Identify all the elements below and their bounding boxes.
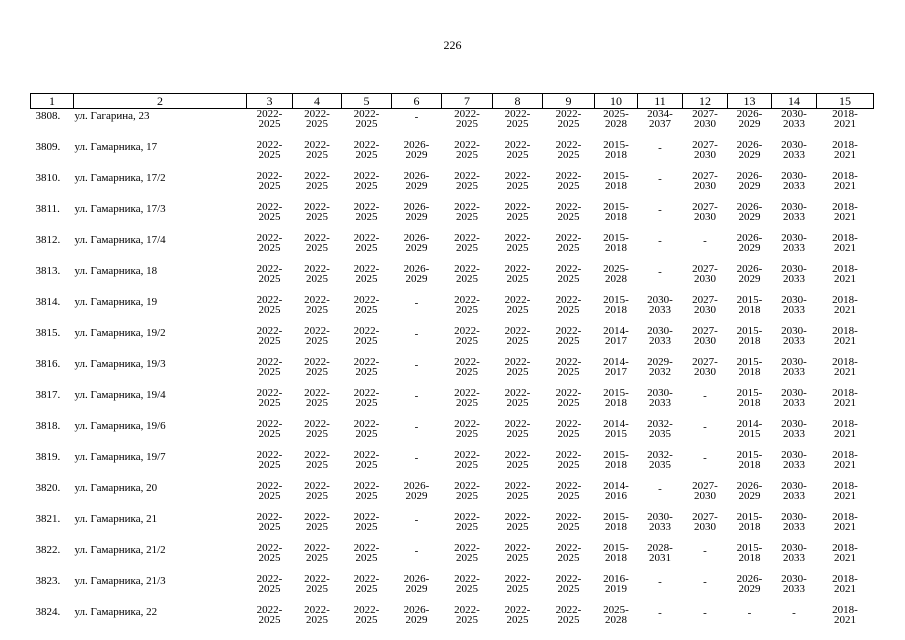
period-cell: 2022- 2025 [454,170,480,192]
table-row [31,171,874,202]
period-cell: 2022- 2025 [304,139,330,161]
period-cell: 2022- 2025 [256,573,283,595]
period-cell: 2015- 2018 [736,325,763,347]
period-cell: 2014- 2015 [736,418,763,440]
period-cell: 2022- 2025 [304,232,330,254]
empty-period-cell: - [703,576,707,588]
period-cell: 2015- 2018 [736,356,763,378]
empty-period-cell: - [414,111,419,123]
period-cell: 2026- 2029 [403,604,430,626]
period-cell: 2022- 2025 [353,356,380,378]
period-cell: 2026- 2029 [736,170,763,192]
period-cell: 2022- 2025 [256,511,283,533]
empty-period-cell: - [747,607,752,619]
period-cell: 2018- 2021 [832,356,858,378]
period-cell: 2022- 2025 [454,542,480,564]
period-cell: 2022- 2025 [353,139,380,161]
period-cell: 2018- 2021 [832,325,858,347]
address-cell: ул. Гамарника, 17/3 [74,203,166,215]
table-row [31,109,874,141]
empty-period-cell: - [658,576,662,588]
period-cell: 2022- 2025 [504,325,531,347]
period-cell: 2022- 2025 [353,573,380,595]
period-cell: 2015- 2018 [603,232,629,254]
period-cell: 2022- 2025 [555,418,582,440]
period-cell: 2030- 2033 [781,480,807,502]
empty-period-cell: - [703,421,707,433]
row-number: 3811. [35,203,60,215]
period-cell: 2030- 2033 [647,325,673,347]
period-cell: 2022- 2025 [504,294,531,316]
period-cell: 2022- 2025 [504,542,531,564]
period-cell: 2022- 2025 [353,201,380,223]
table-row [31,481,874,512]
period-cell: 2022- 2025 [555,170,582,192]
period-cell: 2022- 2025 [256,201,283,223]
period-cell: 2022- 2025 [454,449,480,471]
empty-period-cell: - [414,452,419,464]
period-cell: 2027- 2030 [692,480,718,502]
row-number: 3815. [35,327,61,339]
row-number: 3812. [35,234,61,246]
period-cell: 2022- 2025 [454,511,480,533]
address-cell: ул. Гамарника, 19/3 [74,358,166,370]
address-cell: ул. Гамарника, 20 [74,482,158,494]
empty-period-cell: - [414,328,419,340]
empty-period-cell: - [658,266,662,278]
empty-period-cell: - [414,297,419,309]
column-header-3: 3 [247,94,293,109]
address-cell: ул. Гамарника, 19/6 [74,420,166,432]
period-cell: 2022- 2025 [256,418,283,440]
period-cell: 2022- 2025 [454,480,480,502]
empty-period-cell: - [703,390,707,402]
period-cell: 2022- 2025 [504,418,531,440]
period-cell: 2022- 2025 [304,170,330,192]
period-cell: 2015- 2018 [603,201,629,223]
period-cell: 2022- 2025 [504,573,531,595]
empty-period-cell: - [703,452,707,464]
period-cell: 2022- 2025 [256,108,283,130]
period-cell: 2027- 2030 [692,170,718,192]
period-cell: 2030- 2033 [781,263,807,285]
period-cell: 2022- 2025 [504,263,531,285]
period-cell: 2022- 2025 [304,294,330,316]
empty-period-cell: - [414,514,419,526]
period-cell: 2026- 2029 [403,139,430,161]
column-header-4: 4 [293,94,342,109]
period-cell: 2022- 2025 [454,573,480,595]
period-cell: 2018- 2021 [832,294,858,316]
address-cell: ул. Гамарника, 17 [74,141,158,153]
period-cell: 2026- 2029 [736,108,763,130]
period-cell: 2022- 2025 [353,387,380,409]
period-cell: 2030- 2033 [781,418,807,440]
period-cell: 2022- 2025 [555,201,582,223]
period-cell: 2022- 2025 [555,542,582,564]
row-number: 3823. [35,575,61,587]
period-cell: 2022- 2025 [256,449,283,471]
period-cell: 2022- 2025 [555,604,582,626]
period-cell: 2022- 2025 [555,356,582,378]
address-cell: ул. Гамарника, 19 [74,296,158,308]
table-row [31,543,874,574]
period-cell: 2022- 2025 [353,449,380,471]
period-cell: 2015- 2018 [736,387,763,409]
period-cell: 2030- 2033 [781,449,807,471]
row-number: 3822. [35,544,61,556]
address-cell: ул. Гамарника, 19/7 [74,451,166,463]
period-cell: 2030- 2033 [781,201,807,223]
period-cell: 2022- 2025 [504,232,531,254]
table-row [31,202,874,233]
period-cell: 2030- 2033 [647,387,673,409]
period-cell: 2022- 2025 [454,294,480,316]
period-cell: 2015- 2018 [736,294,763,316]
period-cell: 2022- 2025 [454,201,480,223]
row-number: 3810. [35,172,61,184]
period-cell: 2032- 2035 [647,449,673,471]
period-cell: 2018- 2021 [832,170,858,192]
period-cell: 2026- 2029 [403,263,430,285]
period-cell: 2028- 2031 [647,542,673,564]
period-cell: 2022- 2025 [256,294,283,316]
period-cell: 2030- 2033 [781,542,807,564]
row-number: 3818. [35,420,61,432]
period-cell: 2022- 2025 [353,170,380,192]
empty-period-cell: - [414,545,419,557]
period-cell: 2016- 2019 [603,573,629,595]
period-cell: 2018- 2021 [832,201,858,223]
period-cell: 2022- 2025 [304,604,330,626]
period-cell: 2022- 2025 [256,387,283,409]
period-cell: 2022- 2025 [256,542,283,564]
table-row [31,512,874,543]
period-cell: 2030- 2033 [781,511,807,533]
empty-period-cell: - [658,204,662,216]
period-cell: 2022- 2025 [555,263,582,285]
period-cell: 2022- 2025 [256,139,283,161]
period-cell: 2022- 2025 [256,325,283,347]
period-cell: 2022- 2025 [555,294,582,316]
period-cell: 2018- 2021 [832,387,858,409]
period-cell: 2018- 2021 [832,418,858,440]
row-number: 3820. [35,482,61,494]
period-cell: 2022- 2025 [555,573,582,595]
period-cell: 2022- 2025 [504,170,531,192]
period-cell: 2022- 2025 [555,449,582,471]
period-cell: 2022- 2025 [304,387,330,409]
row-number: 3817. [35,389,61,401]
period-cell: 2022- 2025 [304,356,330,378]
column-header-1: 1 [31,94,74,109]
period-cell: 2018- 2021 [832,542,858,564]
period-cell: 2030- 2033 [781,356,807,378]
period-cell: 2018- 2021 [832,263,858,285]
period-cell: 2022- 2025 [504,387,531,409]
row-number: 3808. [35,110,61,122]
period-cell: 2022- 2025 [555,387,582,409]
period-cell: 2026- 2029 [736,573,763,595]
address-cell: ул. Гамарника, 19/4 [74,389,166,401]
period-cell: 2022- 2025 [353,604,380,626]
period-cell: 2015- 2018 [603,511,629,533]
table-row [31,450,874,481]
period-cell: 2022- 2025 [454,108,480,130]
period-cell: 2030- 2033 [781,294,807,316]
period-cell: 2022- 2025 [454,232,480,254]
period-cell: 2022- 2025 [504,139,531,161]
column-header-5: 5 [342,94,392,109]
empty-period-cell: - [414,390,419,402]
period-cell: 2030- 2033 [781,232,807,254]
period-cell: 2022- 2025 [256,480,283,502]
period-cell: 2022- 2025 [304,480,330,502]
period-cell: 2030- 2033 [781,108,807,130]
period-cell: 2018- 2021 [832,139,858,161]
table-row [31,388,874,419]
table-row [31,574,874,605]
period-cell: 2022- 2025 [555,480,582,502]
page-number: 226 [443,38,462,52]
table-row [31,233,874,264]
period-cell: 2026- 2029 [736,201,763,223]
period-cell: 2022- 2025 [353,480,380,502]
table-row [31,419,874,450]
period-cell: 2018- 2021 [832,480,858,502]
table-row [31,295,874,326]
address-cell: ул. Гамарника, 22 [74,606,158,618]
period-cell: 2022- 2025 [454,604,480,626]
period-cell: 2022- 2025 [304,418,330,440]
period-cell: 2030- 2033 [781,170,807,192]
period-cell: 2018- 2021 [832,108,858,130]
period-cell: 2018- 2021 [832,449,858,471]
period-cell: 2034- 2037 [647,108,673,130]
period-cell: 2022- 2025 [304,263,330,285]
empty-period-cell: - [414,421,419,433]
period-cell: 2022- 2025 [353,325,380,347]
period-cell: 2025- 2028 [603,108,629,130]
period-cell: 2022- 2025 [555,139,582,161]
row-number: 3824. [35,606,61,618]
empty-period-cell: - [658,483,662,495]
table-row [31,357,874,388]
empty-period-cell: - [658,142,662,154]
period-cell: 2025- 2028 [603,263,629,285]
period-cell: 2022- 2025 [504,511,531,533]
period-cell: 2026- 2029 [736,139,763,161]
period-cell: 2015- 2018 [736,511,763,533]
period-cell: 2022- 2025 [555,232,582,254]
period-cell: 2027- 2030 [692,263,718,285]
period-cell: 2022- 2025 [454,387,480,409]
empty-period-cell: - [658,607,662,619]
period-cell: 2022- 2025 [304,542,330,564]
empty-period-cell: - [414,359,419,371]
column-header-7: 7 [442,94,493,109]
column-header-8: 8 [493,94,543,109]
period-cell: 2022- 2025 [304,573,330,595]
schedule-table [30,93,874,636]
row-number: 3809. [35,141,61,153]
empty-period-cell: - [703,545,707,557]
period-cell: 2030- 2033 [781,139,807,161]
period-cell: 2022- 2025 [353,511,380,533]
period-cell: 2022- 2025 [555,325,582,347]
row-number: 3814. [35,296,61,308]
period-cell: 2026- 2029 [736,480,763,502]
period-cell: 2018- 2021 [832,604,858,626]
period-cell: 2014- 2017 [603,356,629,378]
period-cell: 2022- 2025 [504,480,531,502]
period-cell: 2032- 2035 [647,418,673,440]
period-cell: 2022- 2025 [353,542,380,564]
period-cell: 2022- 2025 [504,356,531,378]
period-cell: 2027- 2030 [692,139,718,161]
period-cell: 2014- 2017 [603,325,629,347]
period-cell: 2022- 2025 [504,449,531,471]
table-body [31,109,874,637]
address-cell: ул. Гамарника, 18 [74,265,158,277]
period-cell: 2022- 2025 [353,232,380,254]
period-cell: 2030- 2033 [781,387,807,409]
period-cell: 2026- 2029 [403,201,430,223]
address-cell: ул. Гамарника, 21/3 [74,575,166,587]
column-header-14: 14 [772,94,817,109]
row-number: 3813. [35,265,61,277]
period-cell: 2025- 2028 [603,604,629,626]
period-cell: 2022- 2025 [256,170,283,192]
period-cell: 2018- 2021 [832,511,858,533]
period-cell: 2014- 2016 [603,480,629,502]
address-cell: ул. Гамарника, 17/2 [74,172,166,184]
period-cell: 2022- 2025 [304,325,330,347]
period-cell: 2030- 2033 [781,325,807,347]
period-cell: 2014- 2015 [603,418,629,440]
table-row [31,264,874,295]
period-cell: 2030- 2033 [781,573,807,595]
row-number: 3819. [35,451,61,463]
period-cell: 2015- 2018 [736,542,763,564]
empty-period-cell: - [658,235,662,247]
column-header-9: 9 [543,94,595,109]
period-cell: 2015- 2018 [603,170,629,192]
column-header-6: 6 [392,94,442,109]
period-cell: 2022- 2025 [304,511,330,533]
period-cell: 2015- 2018 [603,294,629,316]
period-cell: 2022- 2025 [454,325,480,347]
period-cell: 2022- 2025 [256,232,283,254]
column-header-10: 10 [595,94,638,109]
period-cell: 2027- 2030 [692,325,718,347]
period-cell: 2015- 2018 [603,139,629,161]
period-cell: 2022- 2025 [304,201,330,223]
column-header-12: 12 [683,94,728,109]
period-cell: 2015- 2018 [736,449,763,471]
period-cell: 2022- 2025 [353,418,380,440]
column-header-15: 15 [817,94,874,109]
period-cell: 2026- 2029 [403,480,430,502]
empty-period-cell: - [703,607,707,619]
period-cell: 2022- 2025 [454,418,480,440]
period-cell: 2022- 2025 [454,139,480,161]
column-header-13: 13 [728,94,772,109]
row-number: 3821. [35,513,61,525]
period-cell: 2015- 2018 [603,542,629,564]
address-cell: ул. Гамарника, 21 [74,513,158,525]
address-cell: ул. Гамарника, 17/4 [74,234,166,246]
table-row [31,326,874,357]
empty-period-cell: - [703,235,707,247]
period-cell: 2022- 2025 [504,108,531,130]
period-cell: 2027- 2030 [692,108,718,130]
address-cell: ул. Гамарника, 21/2 [74,544,166,556]
period-cell: 2030- 2033 [647,294,673,316]
period-cell: 2015- 2018 [603,449,629,471]
address-cell: ул. Гагарина, 23 [74,110,150,122]
row-number: 3816. [35,358,61,370]
period-cell: 2022- 2025 [504,201,531,223]
period-cell: 2027- 2030 [692,201,718,223]
period-cell: 2022- 2025 [504,604,531,626]
header-row [31,94,874,109]
period-cell: 2015- 2018 [603,387,629,409]
period-cell: 2018- 2021 [832,573,858,595]
address-cell: ул. Гамарника, 19/2 [74,327,166,339]
period-cell: 2022- 2025 [256,356,283,378]
period-cell: 2026- 2029 [403,170,430,192]
empty-period-cell: - [792,607,796,619]
period-cell: 2022- 2025 [454,356,480,378]
period-cell: 2022- 2025 [304,449,330,471]
period-cell: 2018- 2021 [832,232,858,254]
period-cell: 2022- 2025 [304,108,330,130]
period-cell: 2022- 2025 [256,263,283,285]
period-cell: 2022- 2025 [454,263,480,285]
period-cell: 2026- 2029 [736,263,763,285]
table-row [31,605,874,636]
column-header-11: 11 [638,94,683,109]
empty-period-cell: - [658,173,662,185]
period-cell: 2027- 2030 [692,356,718,378]
period-cell: 2030- 2033 [647,511,673,533]
period-cell: 2027- 2030 [692,511,718,533]
period-cell: 2029- 2032 [647,356,673,378]
period-cell: 2022- 2025 [353,294,380,316]
period-cell: 2022- 2025 [555,511,582,533]
table-header [31,94,874,109]
table-row [31,140,874,171]
period-cell: 2022- 2025 [555,108,582,130]
period-cell: 2026- 2029 [403,232,430,254]
column-header-2: 2 [74,94,247,109]
period-cell: 2022- 2025 [353,263,380,285]
period-cell: 2026- 2029 [403,573,430,595]
period-cell: 2022- 2025 [353,108,380,130]
period-cell: 2026- 2029 [736,232,763,254]
period-cell: 2022- 2025 [256,604,283,626]
period-cell: 2027- 2030 [692,294,718,316]
